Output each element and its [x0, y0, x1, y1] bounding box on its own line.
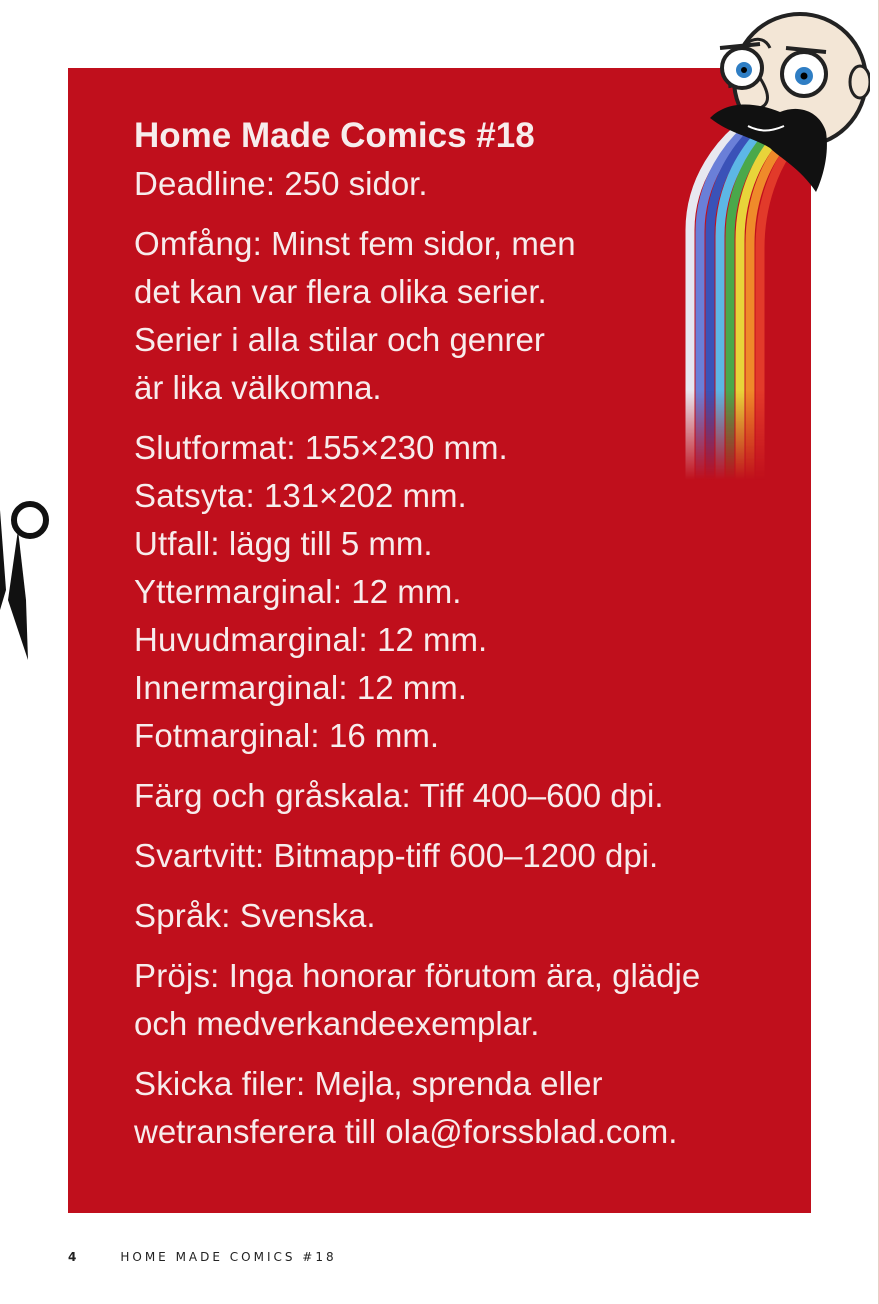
innermarginal-line [134, 664, 794, 712]
utfall-value: lägg till 5 mm. [219, 525, 433, 562]
svartvitt-line [134, 832, 794, 880]
omfang-line-4: är lika välkomna. [134, 369, 382, 406]
slutformat-label: Slutformat: [134, 429, 296, 466]
projs-label: Pröjs: [134, 957, 220, 994]
deadline-label: Deadline: [134, 165, 276, 202]
skicka-line-1: Mejla, sprenda eller [305, 1065, 603, 1102]
info-text [134, 112, 794, 1156]
slutformat-line [134, 424, 794, 472]
huvudmarginal-label: Huvudmarginal: [134, 621, 368, 658]
running-title: HOME MADE COMICS #18 [120, 1250, 337, 1264]
svartvitt-label: Svartvitt: [134, 837, 265, 874]
innermarginal-value: 12 mm. [347, 669, 467, 706]
deadline-value: 250 sidor. [275, 165, 428, 202]
fotmarginal-label: Fotmarginal: [134, 717, 320, 754]
omfang-line-3: Serier i alla stilar och genrer [134, 321, 545, 358]
projs-line-2: och medverkandeexemplar. [134, 1005, 540, 1042]
omfang-label: Omfång: [134, 225, 262, 262]
projs-line-1: Inga honorar förutom ära, glädje [219, 957, 701, 994]
satsyta-value: 131×202 mm. [254, 477, 467, 514]
omfang-line [134, 220, 794, 268]
farg-line [134, 772, 794, 820]
page-footer [68, 1250, 337, 1270]
innermarginal-label: Innermarginal: [134, 669, 348, 706]
skicka-line [134, 1060, 794, 1108]
omfang-line-1: Minst fem sidor, men [261, 225, 576, 262]
page-number: 4 [68, 1250, 77, 1264]
yttermarginal-value: 12 mm. [342, 573, 462, 610]
svartvitt-value: Bitmapp-tiff 600–1200 dpi. [264, 837, 659, 874]
projs-line [134, 952, 794, 1000]
utfall-label: Utfall: [134, 525, 220, 562]
satsyta-line [134, 472, 794, 520]
skicka-line-2: wetransferera till ola@forssblad.com. [134, 1113, 678, 1150]
omfang-line-2: det kan var flera olika serier. [134, 273, 547, 310]
farg-label: Färg och gråskala: [134, 777, 411, 814]
sprak-line [134, 892, 794, 940]
deadline-line [134, 160, 794, 208]
huvudmarginal-value: 12 mm. [367, 621, 488, 658]
fotmarginal-line [134, 712, 794, 760]
yttermarginal-label: Yttermarginal: [134, 573, 343, 610]
slutformat-value: 155×230 mm. [295, 429, 508, 466]
yttermarginal-line [134, 568, 794, 616]
utfall-line [134, 520, 794, 568]
fotmarginal-value: 16 mm. [319, 717, 440, 754]
farg-value: Tiff 400–600 dpi. [410, 777, 664, 814]
sprak-value: Svenska. [230, 897, 376, 934]
scissors-icon [0, 490, 52, 670]
sprak-label: Språk: [134, 897, 231, 934]
page-title: Home Made Comics #18 [134, 116, 535, 155]
skicka-label: Skicka filer: [134, 1065, 306, 1102]
satsyta-label: Satsyta: [134, 477, 255, 514]
huvudmarginal-line [134, 616, 794, 664]
